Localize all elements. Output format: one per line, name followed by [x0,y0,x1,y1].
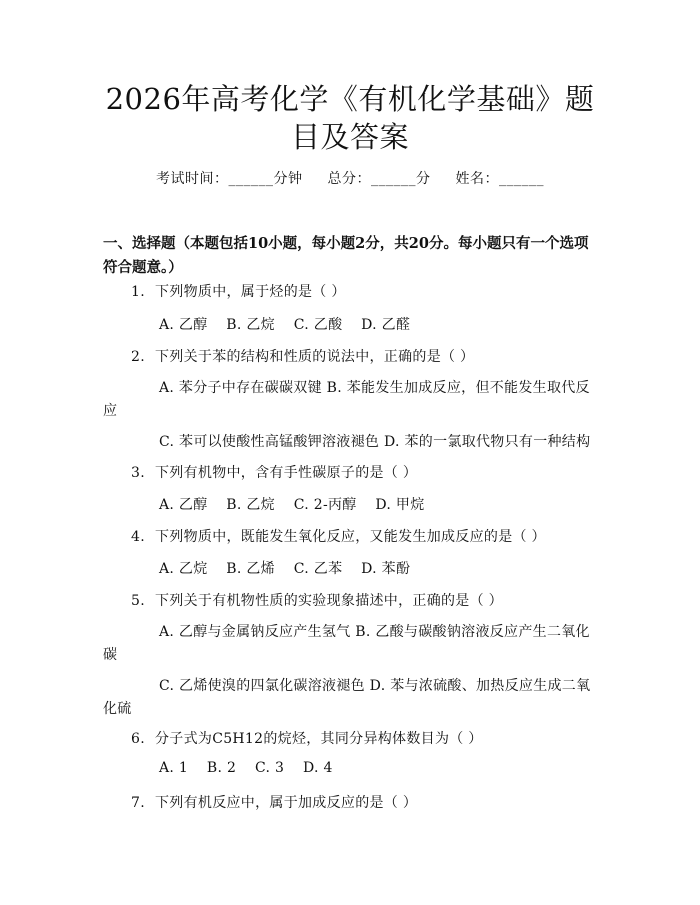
option: D. 甲烷 [375,497,425,513]
option: B. 乙烯 [226,561,275,577]
option: D. 苯酚 [361,561,411,577]
question-number: 7. [131,795,145,811]
question-stem [131,590,503,610]
option: C. 乙苯 [293,561,343,577]
question-stem [131,346,474,366]
option-line: A. 苯分子中存在碳碳双键 B. 苯能发生加成反应，但不能发生取代反 [159,380,590,396]
option: D. 乙醛 [361,317,411,333]
page-title: 2026年高考化学《有机化学基础》题目及答案 [105,82,595,154]
option: C. 乙酸 [293,317,343,333]
option: C. 2-丙醇 [293,497,357,513]
question-text: 下列有机反应中，属于加成反应的是（ ） [155,795,418,811]
option: A. 乙烷 [159,561,208,577]
question-number: 6. [131,731,145,747]
question-text: 下列关于有机物性质的实验现象描述中，正确的是（ ） [155,593,503,609]
option: B. 2 [206,760,237,776]
question-text: 下列物质中，既能发生氧化反应，又能发生加成反应的是（ ） [155,529,546,545]
option-line-wrap: 化硫 [103,701,132,717]
option: A. 乙醇 [159,497,208,513]
question-text: 下列关于苯的结构和性质的说法中，正确的是（ ） [155,349,475,365]
question-text: 下列有机物中，含有手性碳原子的是（ ） [155,465,418,481]
option: A. 乙醇 [159,317,208,333]
student-name: 姓名：______ [455,171,544,187]
total-score: 总分：______分 [327,171,431,187]
options-row [159,494,439,514]
option-line: A. 乙醇与金属钠反应产生氢气 B. 乙酸与碳酸钠溶液反应产生二氧化 [159,624,590,640]
question-stem [131,792,417,812]
question-number: 4. [131,529,145,545]
option: B. 乙烷 [226,317,275,333]
option-line: C. 苯可以使酸性高锰酸钾溶液褪色 D. 苯的一氯取代物只有一种结构 [159,434,591,450]
option: D. 4 [302,760,333,776]
question-stem [131,728,483,748]
option: B. 乙烷 [226,497,275,513]
option-line-wrap: 应 [103,403,118,419]
question-number: 3. [131,465,145,481]
option-line-wrap: 碳 [103,647,118,663]
question-stem [131,462,417,482]
option: C. 3 [254,760,285,776]
exam-time: 考试时间：______分钟 [156,171,303,187]
options-row [159,558,424,578]
option: A. 1 [159,760,189,776]
exam-meta [0,168,700,188]
question-number: 2. [131,349,145,365]
question-number: 1. [131,284,145,300]
question-number: 5. [131,593,145,609]
question-stem [131,526,546,546]
option-line: C. 乙烯使溴的四氯化碳溶液褪色 D. 苯与浓硫酸、加热反应生成二氧 [159,678,591,694]
question-text: 下列物质中，属于烃的是（ ） [155,284,346,300]
options-row [159,314,424,334]
options-row [159,760,347,776]
section-heading: 一、选择题（本题包括10小题，每小题2分，共20分。每小题只有一个选项符合题意。） [103,235,589,276]
question-text: 分子式为C5H12的烷烃，其同分异构体数目为（ ） [155,731,483,747]
question-stem [131,281,346,301]
